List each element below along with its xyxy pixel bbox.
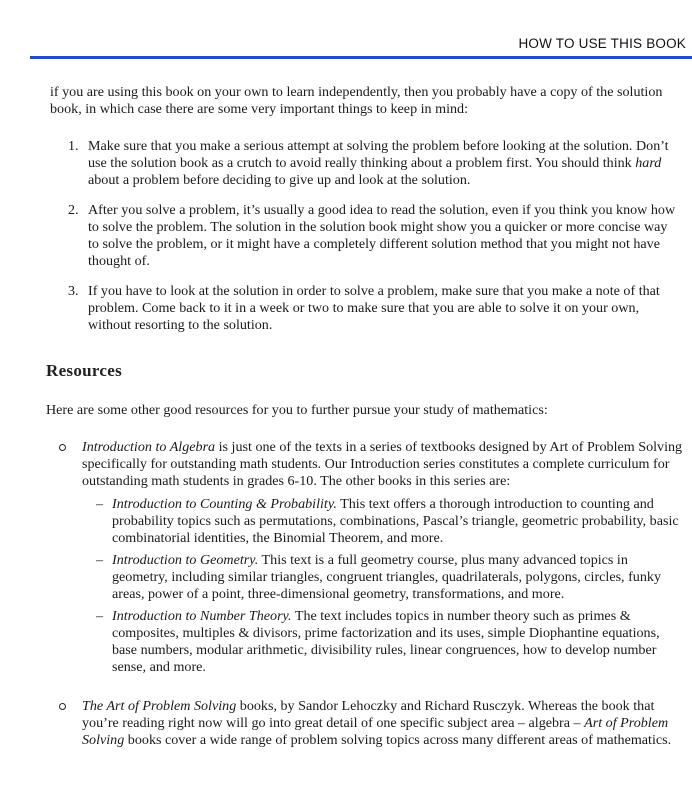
tip-number: 1. — [68, 138, 79, 154]
series-list — [82, 496, 684, 676]
tips-list — [50, 138, 680, 334]
tip-text: about a problem before deciding to give up and look at the solution. — [88, 172, 471, 188]
dash-marker: – — [96, 608, 104, 624]
tip-number: 3. — [68, 283, 79, 299]
resources-list — [50, 439, 684, 749]
section-heading-resources: Resources — [46, 361, 123, 380]
resource-item — [50, 698, 684, 749]
bullet-icon — [59, 703, 66, 710]
tip-item — [50, 202, 680, 270]
series-description: The text includes topics in number theory such as primes & composites, multiples & divisors, prime factorization and its uses, simple Diophantine equations, base numbers, modular arithmetic, divisibility rules, linear congruences, how to develop number sense, and more. — [112, 608, 660, 675]
header-rule — [30, 56, 692, 59]
series-item — [82, 552, 684, 603]
running-header: HOW TO USE THIS BOOK — [518, 36, 686, 51]
book-title: The Art of Problem Solving — [82, 698, 237, 714]
dash-marker: – — [96, 496, 104, 512]
tip-text: After you solve a problem, it’s usually a good idea to read the solution, even if you think you know how to solve the problem. The solution in the solution book might show you a quicker or more concise way to solve the problem, or it might have a completely different solution method that you might not have thought of. — [88, 202, 676, 269]
series-item — [82, 496, 684, 547]
book-description: books cover a wide range of problem solving topics across many different areas of mathematics. — [124, 732, 672, 748]
tip-item — [50, 283, 680, 334]
series-item — [82, 608, 684, 676]
series-description: This text offers a thorough introduction to counting and probability topics such as permutations, combinations, Pascal’s triangle, geometric probability, basic combinatorial identities, the Binomial Theorem, and more. — [112, 496, 679, 546]
tip-text: If you have to look at the solution in order to solve a problem, make sure that you make a note of that problem. Come back to it in a week or two to make sure that you are able to solve it on your own, without resorting to the solution. — [88, 283, 660, 333]
tip-number: 2. — [68, 202, 79, 218]
resources-intro: Here are some other good resources for you to further pursue your study of mathematics: — [46, 402, 548, 418]
tip-item — [50, 138, 680, 189]
book-title-inline: Art of Problem Solving — [82, 715, 669, 748]
tip-emphasis: hard — [635, 155, 662, 171]
dash-marker: – — [96, 552, 104, 568]
intro-paragraph: if you are using this book on your own to learn independently, then you probably have a copy of the solution book, in which case there are some very important things to keep in mind: — [50, 84, 663, 117]
page-content — [46, 84, 684, 771]
series-title: Introduction to Geometry. — [112, 552, 259, 568]
book-description: is just one of the texts in a series of textbooks designed by Art of Problem Solving specifically for outstanding math students. Our Introduction series constitutes a complete curriculum for outstanding math students in grades 6-10. The other books in this series are: — [82, 439, 683, 489]
series-title: Introduction to Counting & Probability. — [112, 496, 337, 512]
book-description: books, by Sandor Lehoczky and Richard Rusczyk. Whereas the book that you’re reading right now will go into great detail of one specific subject area – algebra – — [82, 698, 655, 731]
series-description: This text is a full geometry course, plus many advanced topics in geometry, including similar triangles, congruent triangles, quadrilaterals, polygons, circles, funky areas, power of a point, three-dimensional geometry, transformations, and more. — [112, 552, 661, 602]
tip-text: Make sure that you make a serious attempt at solving the problem before looking at the solution. Don’t use the solution book as a crutch to avoid really thinking about a problem first. You should think — [88, 138, 669, 171]
series-title: Introduction to Number Theory. — [112, 608, 292, 624]
bullet-icon — [59, 444, 66, 451]
resource-item — [50, 439, 684, 676]
book-title: Introduction to Algebra — [82, 439, 216, 455]
